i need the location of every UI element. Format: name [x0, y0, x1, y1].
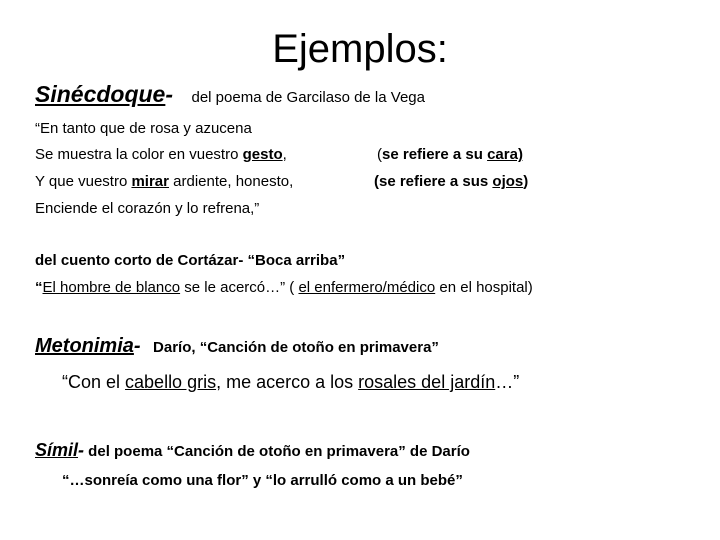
cortazar-heading: del cuento corto de Cortázar- “Boca arriba” — [35, 252, 346, 269]
phrase-hombre-de-blanco: El hombre de blanco — [42, 279, 181, 296]
poem-line-3-rest: ardiente, honesto, — [168, 173, 294, 190]
metonimia-source: Darío, “Canción de otoño en primavera” — [153, 339, 439, 356]
metonimia-quote — [62, 372, 519, 393]
simil-source: del poema “Canción de otoño en primavera” de Darío — [84, 443, 470, 460]
phrase-rosales-del-jardin: rosales del jardín — [358, 372, 496, 392]
simil-dash: - — [78, 440, 85, 460]
note-ojos-text: (se refiere a sus — [374, 173, 493, 190]
metonimia-quote-start: “Con el — [62, 372, 126, 392]
cortazar-end: en el hospital) — [435, 279, 533, 296]
poem-line-1: “En tanto que de rosa y azucena — [35, 120, 252, 137]
simil-heading-row — [35, 440, 470, 461]
simil-quote: “…sonreía como una flor” y “lo arrulló como a un bebé” — [62, 472, 463, 489]
word-cara: cara) — [487, 146, 523, 163]
note-cara — [377, 145, 523, 165]
metonimia-quote-mid: , me acerco a los — [216, 372, 359, 392]
poem-line-3-text: Y que vuestro — [35, 173, 132, 190]
note-cara-text: se refiere a su — [382, 146, 488, 163]
poem-line-3 — [35, 172, 293, 192]
cortazar-line — [35, 278, 533, 298]
poem-line-2-comma: , — [282, 146, 287, 163]
sinecdoque-source: del poema de Garcilaso de la Vega — [191, 89, 425, 106]
note-ojos — [374, 172, 528, 192]
word-gesto: gesto — [242, 146, 283, 163]
metonimia-quote-end: …” — [495, 372, 520, 392]
slide-title: Ejemplos: — [272, 27, 448, 71]
sinecdoque-heading-row — [35, 81, 425, 108]
metonimia-heading-row — [35, 335, 439, 358]
poem-line-4: Enciende el corazón y lo refrena,” — [35, 200, 260, 217]
phrase-enfermero-medico: el enfermero/médico — [298, 279, 436, 296]
sinecdoque-heading: Sinécdoque — [35, 81, 166, 107]
metonimia-dash: - — [133, 335, 141, 357]
poem-line-2 — [35, 145, 287, 165]
note-ojos-close: ) — [523, 173, 529, 190]
simil-heading: Símil — [35, 440, 79, 460]
note-cara-open: ( — [377, 146, 382, 163]
metonimia-heading: Metonimia — [35, 335, 134, 357]
word-mirar: mirar — [131, 173, 169, 190]
poem-line-2-text: Se muestra la color en vuestro — [35, 146, 243, 163]
phrase-cabello-gris: cabello gris — [125, 372, 217, 392]
sinecdoque-dash: - — [165, 81, 174, 107]
word-ojos: ojos — [492, 173, 524, 190]
cortazar-open-quote: “ — [35, 279, 43, 296]
cortazar-middle: se le acercó…” ( — [180, 279, 299, 296]
